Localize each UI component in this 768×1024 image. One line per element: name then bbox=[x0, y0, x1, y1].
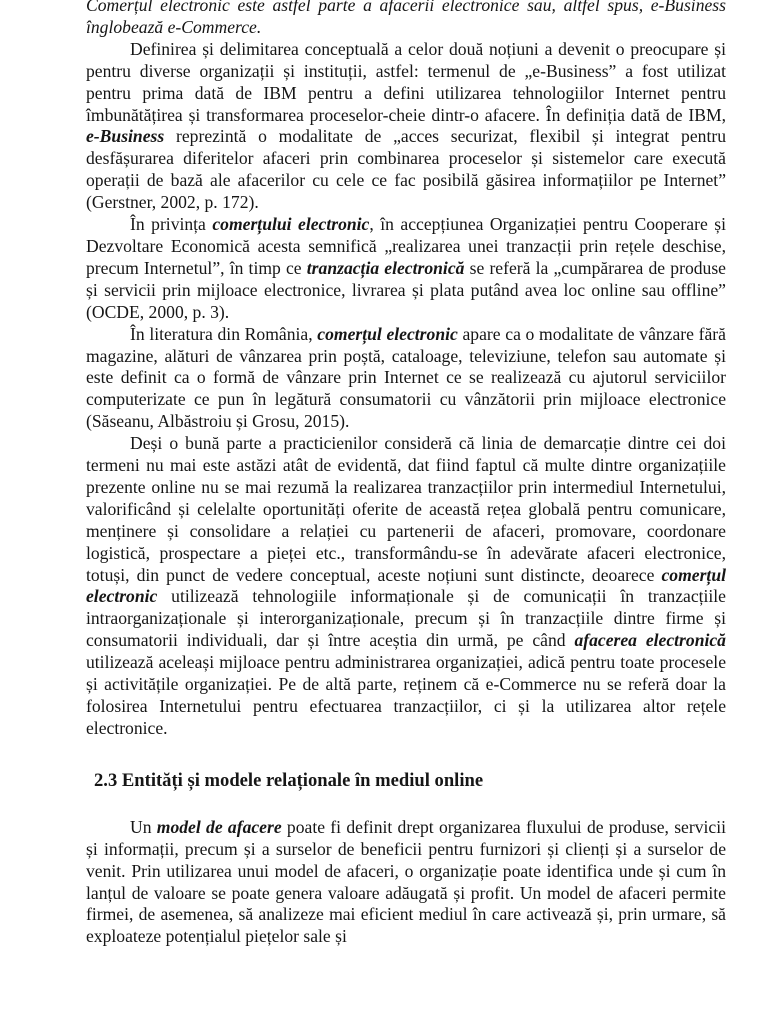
text-run: utilizează aceleași mijloace pentru administrarea organizației, adică pentru toate procesele și activitățile organizației. Pe de altă parte, reținem că e-Commerce nu se referă doar la folosirea Internetului pentru efectuarea tranzacțiilor, ci și la utilizarea altor rețele electronice. bbox=[86, 652, 726, 738]
text-run: Definirea și delimitarea conceptuală a celor două noțiuni a devenit o preocupare și pentru diverse organizații și instituții, astfel: termenul de „e-Business” a fost utilizat pentru prima dată de IBM pentru a defini utilizarea tehnologiilor Internet pentru îmbunătățirea și transformarea proceselor-cheie dintr-o afacere. În definiția dată de IBM, bbox=[86, 38, 726, 125]
emphasis-comertul-electronic: comerțul electronic bbox=[317, 323, 458, 344]
text-run: poate fi definit drept organizarea fluxului de produse, servicii și informații, precum și a surselor de beneficii pentru furnizori și clienți și a surselor de venit. Prin utilizarea unui model de afaceri, o organizație poate identifica unde și cum în lanțul de valoare se poate genera valoare adăugată și profit. Un model de afaceri permite firmei, de asemenea, să analizeze mai eficient mediul în care activează și, prin urmare, să exploateze potențialul piețelor sale și bbox=[86, 816, 726, 947]
emphasis-ebusiness: e-Business bbox=[86, 126, 165, 147]
text-run: apare ca o modalitate de vânzare fără magazine, alături de vânzarea prin poștă, cataloage, televiziune, telefon sau automate și este definit ca o formă de vânzare prin Internet ce se realizează cu ajutorul serviciilor computerizate ce pun în legătură consumatorii cu vânzătorii prin mijloace electronice (Săseanu, Albăstroiu și Grosu, 2015). bbox=[86, 323, 726, 432]
paragraph-demarcation bbox=[86, 433, 726, 740]
text-run: utilizează tehnologiile informaționale și de comunicații în tranzacțiile intraorganizaționale și interorganizaționale, precum și în tranzacțiile dintre firme și consumatorii individuali, dar și între aceștia din urmă, pe când bbox=[86, 586, 726, 651]
emphasis-model-de-afacere: model de afacere bbox=[156, 816, 282, 837]
paragraph-business-model bbox=[86, 817, 726, 948]
text-run: se referă la „cumpărarea de produse și servicii prin mijloace electronice, livrarea și plata putând avea loc online sau offline” (OCDE, 2000, p. 3). bbox=[86, 257, 726, 322]
emphasis-comertul-electronic: comerțul electronic bbox=[86, 564, 726, 607]
continuation-paragraph: Comerțul electronic este astfel parte a afacerii electronice sau, altfel spus, e-Business înglobează e-Commerce. bbox=[86, 0, 726, 37]
section-heading: 2.3 Entități și modele relaționale în mediul online bbox=[94, 769, 484, 791]
text-run: Un bbox=[130, 816, 157, 837]
emphasis-afacerea-electronica: afacerea electronică bbox=[574, 630, 726, 651]
paragraph-romania-literature bbox=[86, 324, 726, 434]
emphasis-comertul-electronic: comerțului electronic bbox=[212, 214, 370, 235]
emphasis-tranzactia-electronica: tranzacția electronică bbox=[306, 257, 465, 278]
text-run: Deși o bună parte a practicienilor consideră că linia de demarcație dintre cei doi termeni nu mai este astăzi atât de evidentă, dat fiind faptul că multe dintre organizațiile prezente online nu se mai rezumă la realizarea tranzacțiilor prin intermediul Internetului, valorificând și celelalte oportunități oferite de această rețea globală pentru comunicare, menținere și consolidare a relației cu partenerii de afaceri, promovare, coordonare logistică, prospectare a pieței etc., transformându-se în adevărate afaceri electronice, totuși, din punct de vedere conceptual, aceste noțiuni sunt distincte, deoarece bbox=[86, 433, 726, 585]
text-run: , în accepțiunea Organizației pentru Cooperare și Dezvoltare Economică acesta semnifică „realizarea unei tranzacții prin rețele deschise, precum Internetul”, în timp ce bbox=[86, 214, 726, 278]
text-run: reprezintă o modalitate de „acces securizat, flexibil și integrat pentru desfășurarea diferitelor afaceri prin combinarea proceselor și sistemelor care execută operații de bază ale afacerilor cu cele ce fac posibilă găsirea informațiilor pe Internet” (Gerstner, 2002, p. 172). bbox=[86, 126, 726, 213]
text-run: În privința bbox=[130, 214, 213, 235]
paragraph-ecommerce-ocde bbox=[86, 214, 726, 324]
paragraph-ebusiness-definition bbox=[86, 39, 726, 214]
text-run: În literatura din România, bbox=[130, 323, 318, 344]
